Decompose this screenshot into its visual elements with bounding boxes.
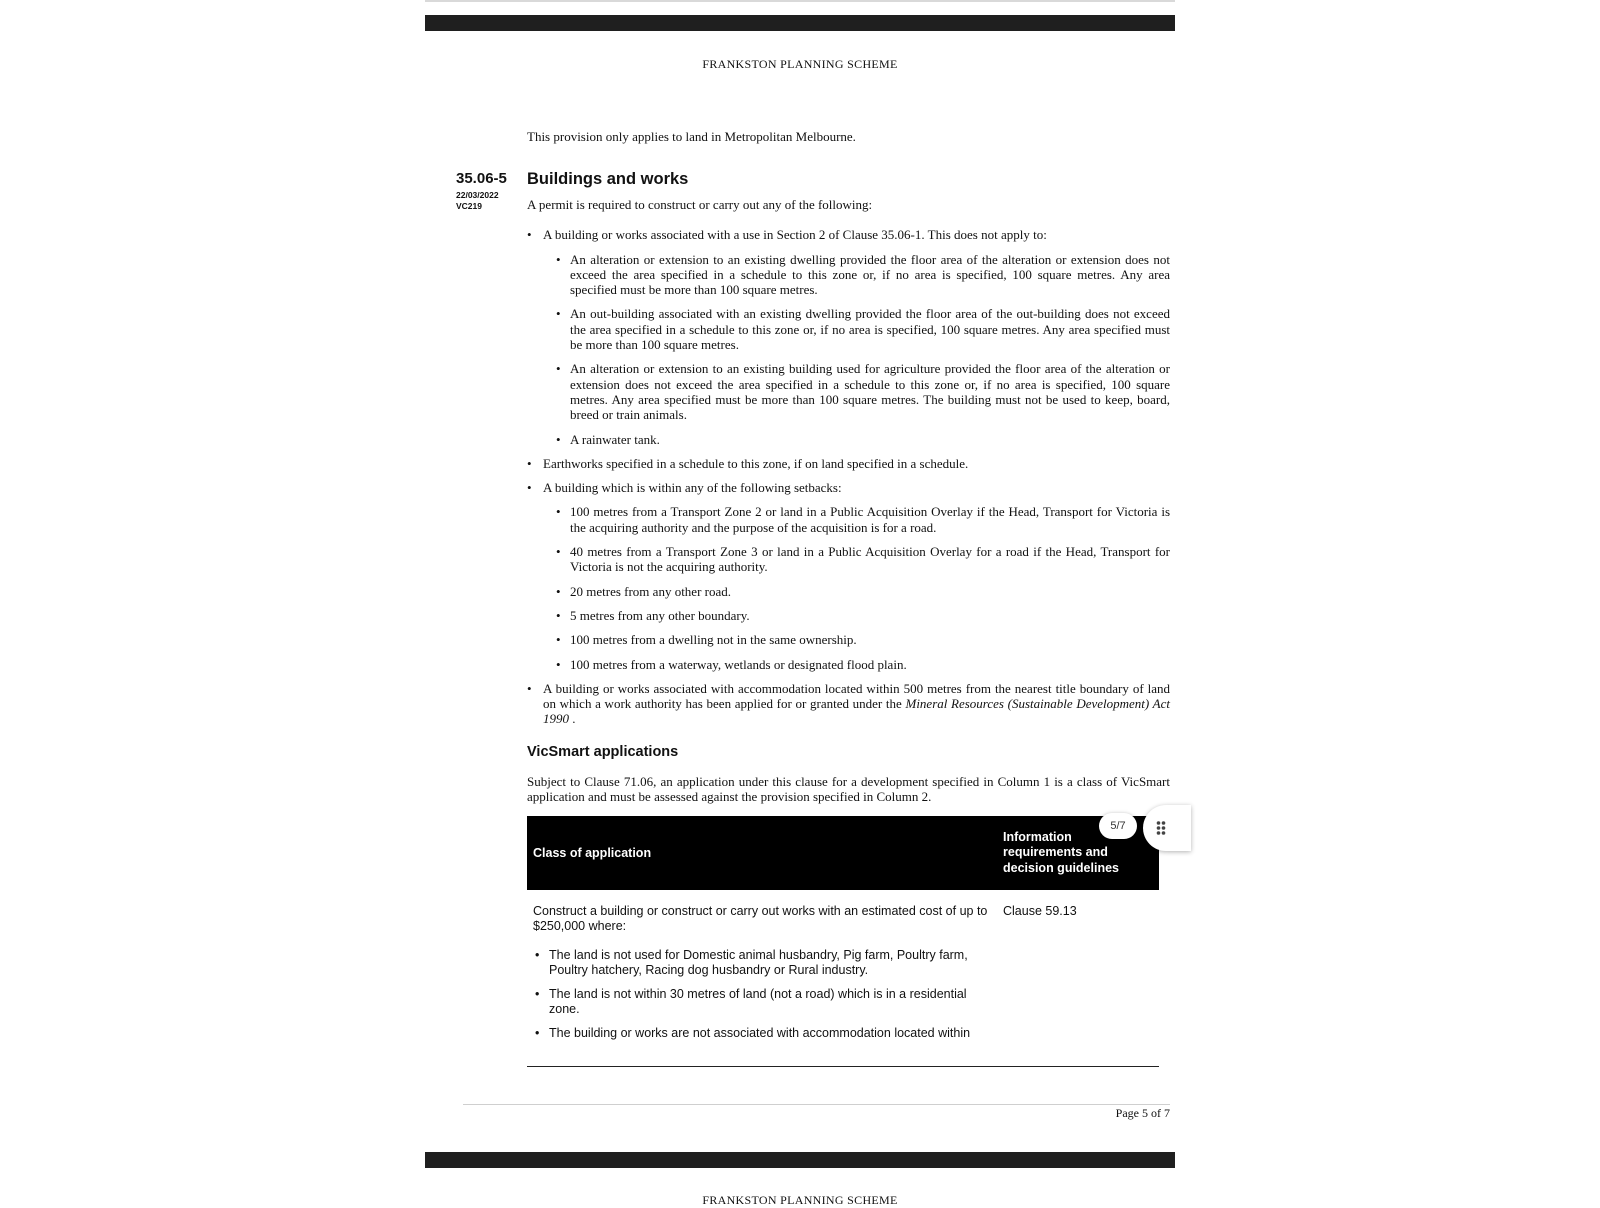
list-item: • 100 metres from a waterway, wetlands or designated flood plain. <box>556 656 907 672</box>
clause-content <box>527 169 1170 804</box>
clause-lead: A permit is required to construct or carry out any of the following: <box>527 197 873 212</box>
page-indicator-badge[interactable]: 5/7 <box>1099 813 1137 839</box>
page-top-bar <box>425 15 1175 31</box>
next-page-top-bar <box>425 1152 1175 1168</box>
list-item: • 5 metres from any other boundary. <box>556 607 750 623</box>
list-item: • The building or works are not associated with accommodation located within <box>535 1026 971 1040</box>
setback-list <box>556 504 1170 671</box>
clause-number: 35.06-5 <box>456 170 507 187</box>
list-item: • A building or works associated with a use in Section 2 of Clause 35.06-1. This does not apply to: • An alteration or extension to an existing dwelling provided the floor area of the alteration or extension does not exceed the area specified in a schedule to this zone or, if no area is specified, 100 square metres. Any area specified must be more than 100 square metres. • An out-building associated with an existing dwelling provided the floor area of the out-building does not exceed the area specified in a schedule to this zone or, if no area is specified, 100 square metres. Any area specified must be more than 100 square metres. • An alteration or extension to an existing building used for agriculture provided the floor area of the alteration or extension does not exceed the area specified in a schedule to this zone or, if no area is specified, 100 square metres. Any area specified must be more than 100 square metres. The building must not be used to keep, board, breed or train animals. • A rainwater tank. <box>527 227 1170 447</box>
list-item: • Earthworks specified in a schedule to this zone, if on land specified in a schedule. <box>527 455 969 471</box>
clause-amendment: VC219 <box>456 201 482 211</box>
footer-divider <box>463 1104 1170 1105</box>
list-item: • The land is not within 30 metres of land (not a road) which is in a residential zone. <box>535 987 967 1016</box>
list-item: • An out-building associated with an existing dwelling provided the floor area of the out-building does not exceed the area specified in a schedule to this zone or, if no area is specified, 100 square metres. Any area specified must be more than 100 square metres. <box>556 306 1170 353</box>
clause-date: 22/03/2022 <box>456 190 499 200</box>
permit-list <box>527 227 1170 726</box>
list-item-text: A building or works associated with accommodation located within 500 metres from the nearest title boundary of land on which a work authority has been applied for or granted under the Mineral Resources (Sustainable Development) Act 1990 . <box>543 680 1170 727</box>
clause-meta <box>456 190 499 212</box>
next-page-header: FRANKSTON PLANNING SCHEME <box>702 1193 898 1207</box>
drag-handle[interactable] <box>1143 805 1191 851</box>
list-item: • 40 metres from a Transport Zone 3 or land in a Public Acquisition Overlay for a road if the Head, Transport for Victoria is not the acquiring authority. <box>556 544 1170 575</box>
list-item: • An alteration or extension to an existing building used for agriculture provided the floor area of the alteration or extension does not exceed the area specified in a schedule to this zone or, if no area is specified, 100 square metres. Any area specified must be more than 100 square metres. The building must not be used to keep, board, breed or train animals. <box>556 361 1170 423</box>
list-item: • 20 metres from any other road. <box>556 583 732 599</box>
list-item: • A building or works associated with accommodation located within 500 metres from the nearest title boundary of land on which a work authority has been applied for or granted under the Mineral Resources (Sustainable Development) Act 1990 . <box>527 680 1170 727</box>
page-header: FRANKSTON PLANNING SCHEME <box>702 57 898 71</box>
list-item-text: Earthworks specified in a schedule to this zone, if on land specified in a schedule. <box>543 455 969 471</box>
list-item-text: A building or works associated with a use in Section 2 of Clause 35.06-1. This does not apply to: <box>543 227 1047 243</box>
table-row <box>527 890 1159 1067</box>
list-item: • An alteration or extension to an existing dwelling provided the floor area of the alteration or extension does not exceed the area specified in a schedule to this zone or, if no area is specified, 100 square metres. Any area specified must be more than 100 square metres. <box>556 251 1170 298</box>
list-item-text: A building which is within any of the following setbacks: <box>543 480 842 496</box>
intro-text: This provision only applies to land in Metropolitan Melbourne. <box>527 129 856 144</box>
guideline-cell: Clause 59.13 <box>997 890 1159 1067</box>
page-number: Page 5 of 7 <box>1115 1106 1170 1120</box>
list-item: • The land is not used for Domestic animal husbandry, Pig farm, Poultry farm, Poultry hatchery, Racing dog husbandry or Rural industry. <box>535 948 968 977</box>
column-header-guidelines: Information requirements and decision guidelines <box>997 816 1159 890</box>
act-title: Mineral Resources (Sustainable Development) Act 1990 <box>543 696 1170 727</box>
class-text: Construct a building or construct or carry out works with an estimated cost of up to $250,000 where: <box>533 904 988 933</box>
drag-grip-icon <box>1156 820 1166 836</box>
column-header-class: Class of application <box>527 816 997 890</box>
table-header-row <box>527 816 1159 890</box>
vicsmart-table <box>527 816 1159 1067</box>
vicsmart-intro: Subject to Clause 71.06, an application under this clause for a development specified in Column 1 is a class of VicSmart application and must be assessed against the provision specified in Column 2. <box>527 773 1170 805</box>
viewer-top-edge <box>425 0 1175 2</box>
list-item: • A rainwater tank. <box>556 431 660 447</box>
exemption-list <box>556 252 1170 447</box>
condition-list <box>533 948 991 1041</box>
list-item: • 100 metres from a Transport Zone 2 or land in a Public Acquisition Overlay if the Head, Transport for Victoria is the acquiring authority and the purpose of the acquisition is for a road. <box>556 504 1170 535</box>
vicsmart-heading: VicSmart applications <box>527 743 679 760</box>
clause-title: Buildings and works <box>527 170 689 188</box>
class-cell <box>527 890 997 1067</box>
list-item: • 100 metres from a dwelling not in the same ownership. <box>556 632 857 648</box>
list-item: • A building which is within any of the following setbacks: • 100 metres from a Transport Zone 2 or land in a Public Acquisition Overlay if the Head, Transport for Victoria is the acquiring authority and the purpose of the acquisition is for a road. • 40 metres from a Transport Zone 3 or land in a Public Acquisition Overlay for a road if the Head, Transport for Victoria is not the acquiring authority. • 20 metres from any other road. • 5 metres from any other boundary. • 100 metres from a dwelling not in the same ownership. • 100 metres from a waterway, wetlands or designated flood plain. <box>527 480 1170 672</box>
